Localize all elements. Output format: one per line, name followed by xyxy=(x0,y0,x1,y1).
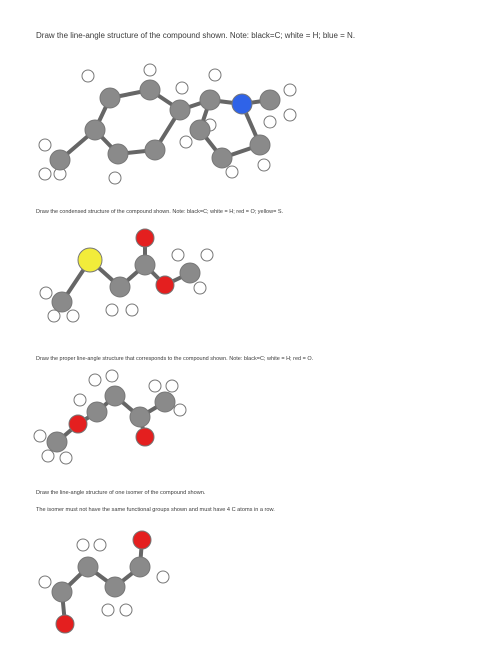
hydrogen-atom xyxy=(109,172,121,184)
hydrogen-atom xyxy=(40,287,52,299)
hydrogen-atom xyxy=(60,452,72,464)
hydrogen-atom xyxy=(157,571,169,583)
hydrogen-atom xyxy=(194,282,206,294)
carbon-atom xyxy=(52,292,72,312)
hydrogen-atom xyxy=(39,139,51,151)
hydrogen-atom xyxy=(48,310,60,322)
question-1-prompt: Draw the line-angle structure of the compound shown. Note: black=C; white = H; blue = N. xyxy=(36,31,356,40)
hydrogen-atom xyxy=(226,166,238,178)
carbon-atom xyxy=(85,120,105,140)
molecule-model-3 xyxy=(0,372,504,462)
hydrogen-atom xyxy=(120,604,132,616)
carbon-atom xyxy=(200,90,220,110)
hydrogen-atom xyxy=(39,576,51,588)
carbon-atom xyxy=(50,150,70,170)
molecule-1-atoms xyxy=(39,64,296,184)
hydrogen-atom xyxy=(39,168,51,180)
nitrogen-atom xyxy=(232,94,252,114)
hydrogen-atom xyxy=(209,69,221,81)
carbon-atom xyxy=(105,386,125,406)
hydrogen-atom xyxy=(77,539,89,551)
molecule-2-atoms xyxy=(40,229,213,322)
hydrogen-atom xyxy=(94,539,106,551)
oxygen-atom xyxy=(133,531,151,549)
hydrogen-atom xyxy=(144,64,156,76)
hydrogen-atom xyxy=(258,159,270,171)
carbon-atom xyxy=(135,255,155,275)
carbon-atom xyxy=(100,88,120,108)
molecule-3-atoms xyxy=(34,370,186,464)
carbon-atom xyxy=(145,140,165,160)
carbon-atom xyxy=(130,407,150,427)
question-2-prompt: Draw the condensed structure of the compound shown. Note: black=C; white = H; red = O; yellow= S. xyxy=(36,209,284,215)
oxygen-atom xyxy=(69,415,87,433)
carbon-atom xyxy=(140,80,160,100)
hydrogen-atom xyxy=(89,374,101,386)
molecule-model-2 xyxy=(0,230,504,325)
oxygen-atom xyxy=(136,229,154,247)
hydrogen-atom xyxy=(176,82,188,94)
carbon-atom xyxy=(190,120,210,140)
carbon-atom xyxy=(47,432,67,452)
hydrogen-atom xyxy=(172,249,184,261)
carbon-atom xyxy=(130,557,150,577)
hydrogen-atom xyxy=(42,450,54,462)
hydrogen-atom xyxy=(284,84,296,96)
hydrogen-atom xyxy=(106,304,118,316)
hydrogen-atom xyxy=(67,310,79,322)
molecule-model-1 xyxy=(0,50,504,170)
oxygen-atom xyxy=(156,276,174,294)
hydrogen-atom xyxy=(180,136,192,148)
carbon-atom xyxy=(155,392,175,412)
hydrogen-atom xyxy=(74,394,86,406)
question-4-prompt: Draw the line-angle structure of one isomer of the compound shown. xyxy=(36,490,206,496)
hydrogen-atom xyxy=(106,370,118,382)
hydrogen-atom xyxy=(149,380,161,392)
carbon-atom xyxy=(110,277,130,297)
sulfur-atom xyxy=(78,248,102,272)
hydrogen-atom xyxy=(166,380,178,392)
oxygen-atom xyxy=(136,428,154,446)
question-4-note: The isomer must not have the same functional groups shown and must have 4 C atoms in a row. xyxy=(36,507,275,513)
carbon-atom xyxy=(250,135,270,155)
carbon-atom xyxy=(105,577,125,597)
carbon-atom xyxy=(87,402,107,422)
hydrogen-atom xyxy=(102,604,114,616)
carbon-atom xyxy=(170,100,190,120)
molecule-4-atoms xyxy=(39,531,169,633)
hydrogen-atom xyxy=(126,304,138,316)
question-3-prompt: Draw the proper line-angle structure that corresponds to the compound shown. Note: black=C; white = H; red = O. xyxy=(36,356,314,362)
carbon-atom xyxy=(180,263,200,283)
hydrogen-atom xyxy=(284,109,296,121)
hydrogen-atom xyxy=(34,430,46,442)
molecule-model-4 xyxy=(0,532,504,642)
hydrogen-atom xyxy=(264,116,276,128)
hydrogen-atom xyxy=(174,404,186,416)
hydrogen-atom xyxy=(201,249,213,261)
carbon-atom xyxy=(108,144,128,164)
carbon-atom xyxy=(212,148,232,168)
carbon-atom xyxy=(52,582,72,602)
hydrogen-atom xyxy=(82,70,94,82)
carbon-atom xyxy=(78,557,98,577)
carbon-atom xyxy=(260,90,280,110)
oxygen-atom xyxy=(56,615,74,633)
